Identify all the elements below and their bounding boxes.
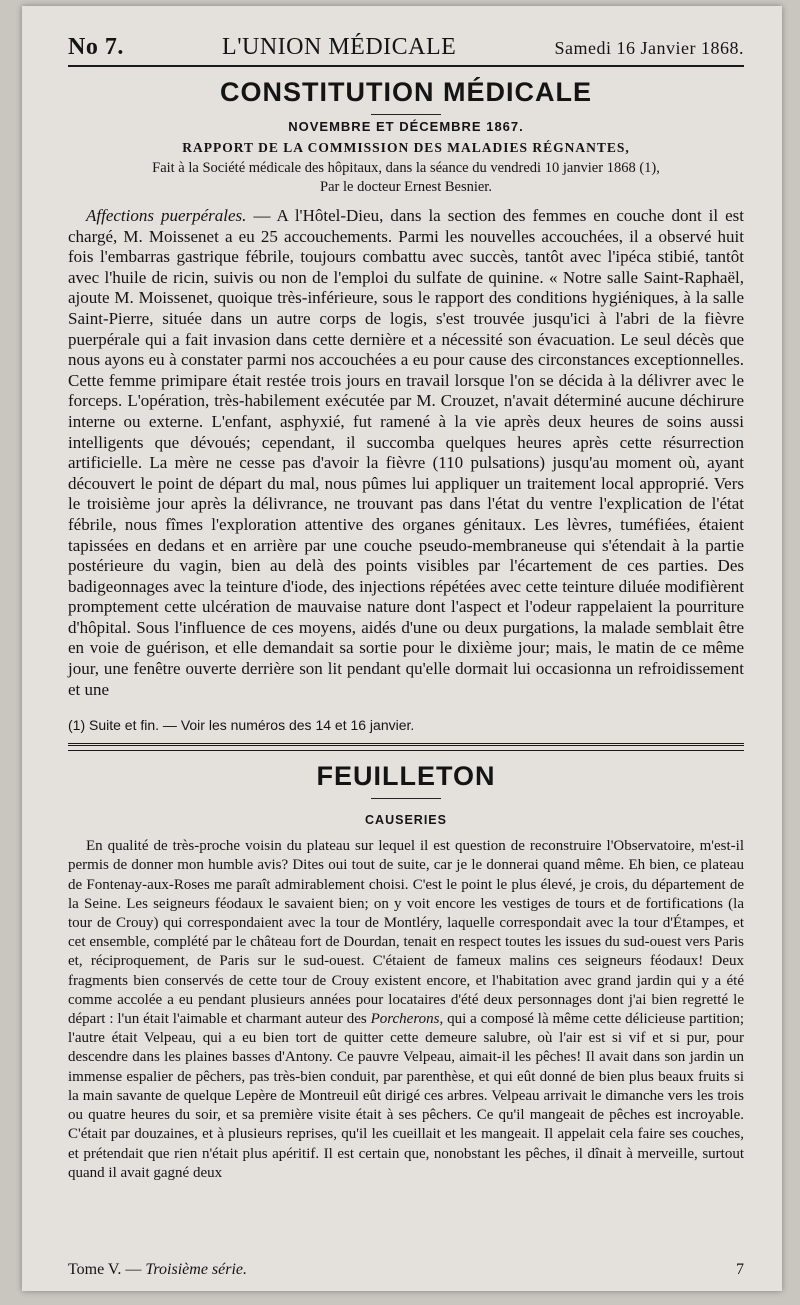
newspaper-title: L'UNION MÉDICALE (222, 34, 457, 60)
page-footer (68, 1261, 744, 1279)
article-body (68, 206, 744, 700)
article-lead: Affections puerpérales. (86, 206, 247, 225)
period-heading: NOVEMBRE ET DÉCEMBRE 1867. (288, 119, 524, 134)
feuilleton-subtitle: CAUSERIES (365, 813, 447, 828)
footnote: (1) Suite et fin. — Voir les numéros des 14 et 16 janvier. (68, 717, 415, 734)
report-venue: Fait à la Société médicale des hôpitaux, dans la séance du vendredi 10 janvier 1868 (1), (152, 160, 660, 176)
issue-date: Samedi 16 Janvier 1868. (554, 38, 744, 58)
newspaper-page (22, 6, 782, 1291)
page-content (68, 34, 744, 1198)
feuilleton-title: FEUILLETON (316, 761, 496, 792)
page-number: 7 (736, 1261, 744, 1278)
title-rule (371, 114, 441, 115)
section-title: CONSTITUTION MÉDICALE (220, 77, 592, 107)
masthead (68, 34, 744, 61)
masthead-rule (68, 65, 744, 67)
report-author: Par le docteur Ernest Besnier. (320, 179, 492, 195)
footer-volume (68, 1261, 247, 1279)
feuilleton-body (68, 837, 744, 1183)
feuilleton-rule (371, 798, 441, 799)
feuilleton-text-part-2: , qui a composé là même cette délicieuse partition; l'autre était Velpeau, qui a eu bien tort de quitter cette demeure salubre, où l'air est si vif et si pur, pour descendre dans les plaines basses d'Antony. Ce pauvre Velpeau, aimait-il les pêches! Il avait dans son jardin un immense espalier de pêchers, pas très-bien conduit, par parenthèse, et qui eût donné de bien plus beaux fruits si la main savante de quelque Lepère de Montreuil eût dirigé ces arbres. Velpeau arrivait le dimanche vers les trois ou quatre heures du soir, et sa première visite était à ses pêchers. Ce qu'il mangeait de pêches est incroyable. C'était par douzaines, et à plusieurs reprises, qu'il les cueillait et les mangeait. Il appelait cela faire ses couches, et prétendait que rien n'était plus apéritif. Il est certain que, nonobstant les pêches, il dînait à merveille, surtout quand il avait gagné deux (68, 1011, 745, 1181)
report-title: RAPPORT DE LA COMMISSION DES MALADIES RÉGNANTES, (182, 140, 630, 155)
feuilleton-italic-title: Porcherons (370, 1011, 440, 1028)
footer-tome: Tome V. — (68, 1261, 142, 1278)
footer-series: Troisième série. (145, 1261, 248, 1278)
section-divider (68, 743, 744, 751)
issue-number: No 7. (68, 34, 124, 60)
article-text: — A l'Hôtel-Dieu, dans la section des femmes en couche dont il est chargé, M. Moissenet a eu 25 accouchements. Parmi les nouvelles accouchées, il a observé huit fois l'embarras gastrique fébrile, toujours combattu avec succès, tantôt avec l'ipéca stibié, tantôt avec l'huile de ricin, suivis ou non de l'emploi du sulfate de quinine. « Notre salle Saint-Raphaël, ajoute M. Moissenet, quoique très-inférieure, sous le rapport des conditions hygiéniques, à la salle Saint-Pierre, située dans un autre corps de logis, s'est trouvée jusqu'ici à l'abri de la fièvre puerpérale qui a fait invasion dans cette dernière et a nécessité son évacuation. Le seul décès que nous ayons eu à constater parmi nos accouchées a eu pour cause des circonstances exceptionnelles. Cette femme primipare était restée trois jours en travail lorsque l'on se décida à la délivrer avec le forceps. L'opération, très-habilement exécutée par M. Crouzet, n'avait déterminé aucune déchirure interne ou externe. L'enfant, asphyxié, fut ramené à la vie après deux heures de soins aussi intelligents que dévoués; cependant, il succomba quelques heures après cette résurrection artificielle. La mère ne cesse pas d'avoir la fièvre (110 pulsations) jusqu'au moment où, ayant découvert le point de départ du mal, nous pûmes lui appliquer un traitement local approprié. Vers le troisième jour après la délivrance, ne trouvant pas dans l'état du ventre l'explication de l'état fébrile, nous fîmes l'exploration attentive des organes génitaux. Les lèvres, tuméfiées, étaient tapissées en dedans et en arrière par une couche pseudo-membraneuse qui s'étendait à la partie postérieure du vagin, bien au delà des points visibles par l'écartement de ces parties. Des badigeonnages avec la teinture d'iode, des injections répétées avec cette teinture diluée modifièrent promptement cette ulcération de mauvaise nature dont l'aspect et l'odeur rappelaient la pourriture d'hôpital. Sous l'influence de ces moyens, aidés d'une ou deux purgations, la malade semblait être en voie de guérison, et elle demandait sa sortie pour le dixième jour; mais, le matin de ce même jour, une fenêtre ouverte derrière son lit pendant qu'elle dormait lui occasionna un refroidissement et une (68, 206, 744, 699)
feuilleton-text-part-1: En qualité de très-proche voisin du plateau sur lequel il est question de reconstruire l'Observatoire, m'est-il permis de donner mon humble avis? Dites oui tout de suite, car je le donnerai quand même. Eh bien, ce plateau de Fontenay-aux-Roses me paraît admirablement choisi. C'est le point le plus élevé, je crois, du département de la Seine. Les seigneurs féodaux le savaient bien; on y voit encore les vestiges de tours et de fortifications (la tour de Crouy) qui correspondaient avec la tour de Montléry, laquelle correspondait avec la tour d'Étampes, et cet ensemble, complété par le château fort de Dourdan, tenait en respect toutes les issues du sud-ouest vers Paris et, réciproquement, de Paris sur le sud-ouest. C'étaient de fameux malins ces seigneurs féodaux! Deux fragments bien conservés de cette tour de Crouy existent encore, et l'habitation avec grand jardin qui y a été comme accolée a eu pendant plusieurs années pour locataires d'été deux personnages dont j'ai bien regretté le départ : l'un était l'aimable et charmant auteur des (68, 838, 744, 1028)
